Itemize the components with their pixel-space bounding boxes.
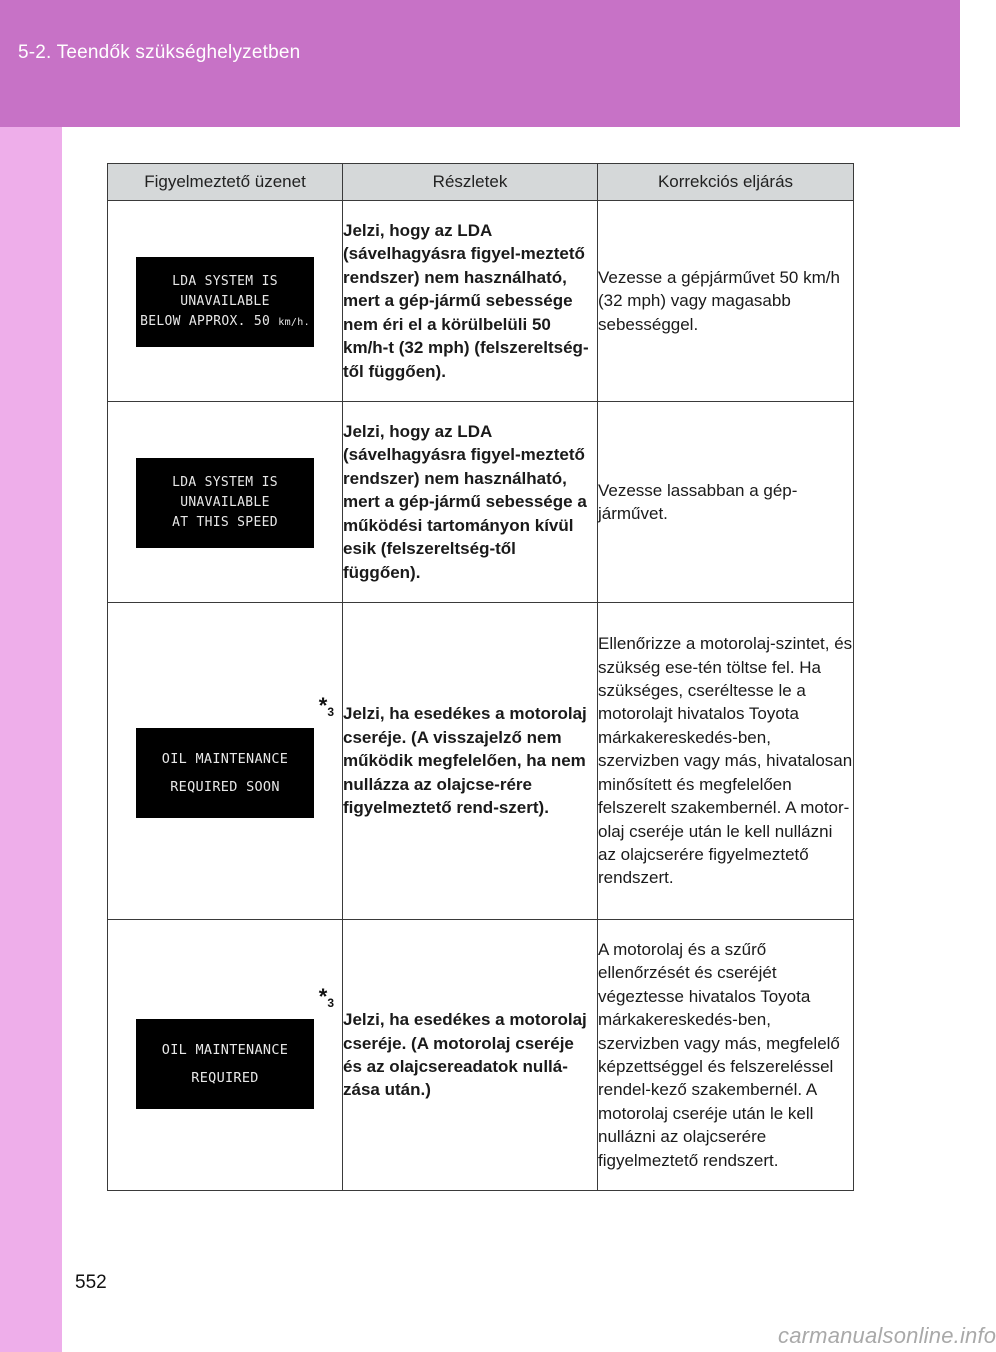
lcd-display [136,257,314,347]
page-number: 552 [75,1272,107,1293]
action-cell: Vezesse a gépjárművet 50 km/h (32 mph) vagy magasabb sebességgel. [598,201,854,402]
message-cell [108,920,343,1191]
footnote-number: 3 [327,705,334,719]
table-row [108,201,854,402]
action-cell: Ellenőrizze a motorolaj-szintet, és szükség ese-tén töltse fel. Ha szükséges, cseréltesse le a motorolajt hivatalos Toyota márkakereskedés-ben, szervizben vagy más, hivatalosan minősített és megfelelően felszerelt szakembernél. A motor-olaj cseréje után le kell nullázni az olajcserére figyelmeztető rendszert. [598,603,854,920]
display-line [136,312,314,333]
column-header-corrective-action: Korrekciós eljárás [598,164,854,201]
display-line: REQUIRED SOON [170,779,280,795]
lcd-display [136,458,314,548]
lcd-display [136,1019,314,1109]
details-cell: Jelzi, ha esedékes a motorolaj cseréje. (A motorolaj cseréje és az olajcsereadatok nullá-zása után.) [343,920,598,1191]
column-header-details: Részletek [343,164,598,201]
table-row [108,603,854,920]
details-cell: Jelzi, hogy az LDA (sávelhagyásra figyel-meztető rendszer) nem használható, mert a gép-jármű sebessége a működési tartományon kívül esik (felszereltség-től függően). [343,402,598,603]
warning-messages-table [107,163,854,1191]
message-cell [108,402,343,603]
column-header-warning-message: Figyelmeztető üzenet [108,164,343,201]
message-cell [108,603,343,920]
footnote-star: * [318,693,328,718]
display-line: OIL MAINTENANCE [161,751,289,767]
footnote-marker [319,695,334,718]
details-cell: Jelzi, hogy az LDA (sávelhagyásra figyel-meztető rendszer) nem használható, mert a gép-jármű sebessége nem éri el a körülbelüli 50 km/h-t (32 mph) (felszereltség-től függően). [343,201,598,402]
header-band [0,0,960,127]
display-line: LDA SYSTEM IS [172,273,278,289]
display-line: OIL MAINTENANCE [161,1042,289,1058]
watermark: carmanualsonline.info [778,1323,996,1348]
display-unit: km/h. [278,316,310,328]
table-header-row [108,164,854,201]
details-cell: Jelzi, ha esedékes a motorolaj cseréje. (A visszajelző nem működik megfelelően, ha nem nullázza az olajcse-rére figyelmeztető rend-szert). [343,603,598,920]
display-line: LDA SYSTEM IS [172,475,278,490]
message-cell [108,201,343,402]
display-line-text: BELOW APPROX. 50 [140,313,271,329]
footnote-marker [319,986,334,1009]
section-title: 5-2. Teendők szükséghelyzetben [18,42,301,63]
lcd-display [136,728,314,818]
action-cell: Vezesse lassabban a gép-járművet. [598,402,854,603]
footnote-star: * [318,984,328,1009]
display-line: AT THIS SPEED [172,515,278,530]
action-cell: A motorolaj és a szűrő ellenőrzését és cseréjét végeztesse hivatalos Toyota márkakereskedés-ben, szervizben vagy más, megfelelő képzettséggel és felszereléssel rendel-kező szakembernél. A motorolaj cseréje után le kell nullázni az olajcserére figyelmeztető rendszert. [598,920,854,1191]
display-line: UNAVAILABLE [180,293,270,309]
display-line: UNAVAILABLE [180,495,270,510]
table-row [108,920,854,1191]
table-row [108,402,854,603]
side-band [0,127,62,1352]
footnote-number: 3 [327,996,334,1010]
display-line: REQUIRED [191,1070,259,1086]
